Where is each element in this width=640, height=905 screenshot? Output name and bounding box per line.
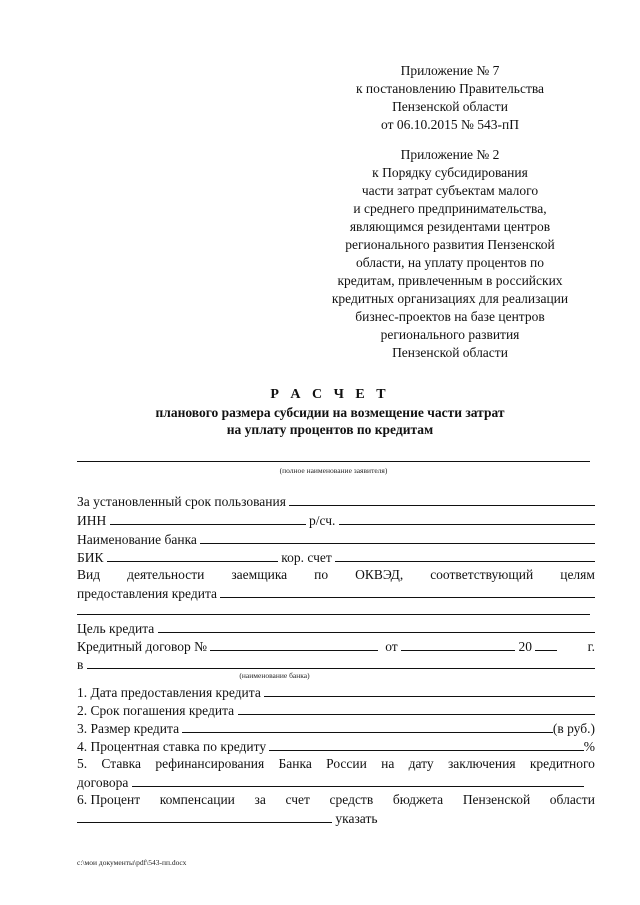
from-label: от bbox=[385, 639, 398, 654]
item-1-row bbox=[77, 683, 595, 701]
header-line: области, на уплату процентов по bbox=[355, 255, 545, 270]
item-4-row bbox=[77, 737, 595, 755]
item-6-word: за bbox=[254, 792, 266, 807]
header-line: к Порядку субсидирования bbox=[372, 165, 528, 180]
applicant-caption: (полное наименование заявителя) bbox=[279, 466, 388, 475]
contract-number-field[interactable] bbox=[210, 637, 378, 651]
item-5-field[interactable] bbox=[132, 773, 584, 787]
header-line: являющимся резидентами центров bbox=[349, 219, 551, 234]
item-2-label: 2. Срок погашения кредита bbox=[77, 703, 235, 718]
year-suffix: г. bbox=[587, 639, 595, 654]
item-5-word: Ставка bbox=[101, 756, 142, 771]
kor-label: кор. счет bbox=[281, 550, 332, 565]
okved-word: по bbox=[314, 567, 329, 582]
header-line: Приложение № 7 bbox=[400, 63, 500, 78]
title-main: Р А С Ч Е Т bbox=[270, 387, 390, 402]
appendix-2-header bbox=[300, 146, 600, 362]
header-line: бизнес-проектов на базе центров bbox=[355, 309, 545, 324]
applicant-name-field[interactable] bbox=[77, 461, 590, 462]
okved-word: соответствующий bbox=[430, 567, 534, 582]
item-6-row bbox=[77, 791, 595, 808]
rs-label: р/сч. bbox=[309, 513, 336, 528]
term-field[interactable] bbox=[289, 492, 595, 506]
item-3-field[interactable] bbox=[182, 719, 552, 733]
inn-label: ИНН bbox=[77, 513, 107, 528]
inn-field[interactable] bbox=[110, 511, 306, 525]
header-line: кредитных организациях для реализации bbox=[331, 291, 569, 306]
year-label: 20 bbox=[518, 639, 532, 654]
item-6-end: указать bbox=[335, 811, 378, 826]
okved-field[interactable] bbox=[220, 584, 595, 598]
term-row bbox=[77, 492, 595, 510]
item-5-word: кредитного bbox=[529, 756, 595, 771]
file-path-footer: c:\мои документы\pdf\543-пп.docx bbox=[77, 858, 187, 867]
in-bank-label: в bbox=[77, 657, 84, 672]
kor-field[interactable] bbox=[335, 548, 595, 562]
item-5-word: дату bbox=[408, 756, 434, 771]
item-5-word: Банка bbox=[278, 756, 312, 771]
item-6-word: области bbox=[549, 792, 595, 807]
item-5-word: на bbox=[381, 756, 395, 771]
title-subtitle-line-1: планового размера субсидии на возмещение части затрат bbox=[155, 405, 505, 420]
bik-label: БИК bbox=[77, 550, 104, 565]
item-5-cont-row bbox=[77, 773, 595, 791]
bik-row bbox=[77, 548, 595, 566]
header-line: и среднего предпринимательства, bbox=[353, 201, 547, 216]
header-line: от 06.10.2015 № 543-пП bbox=[381, 117, 519, 132]
goal-field[interactable] bbox=[158, 619, 595, 633]
item-5-cont-label: договора bbox=[77, 775, 129, 790]
item-6-word: Пензенской bbox=[462, 792, 531, 807]
header-line: к постановлению Правительства bbox=[355, 81, 545, 96]
okved-word: деятельности bbox=[127, 567, 205, 582]
item-4-label: 4. Процентная ставка по кредиту bbox=[77, 739, 267, 754]
bank-caption: (наименование банка) bbox=[239, 671, 310, 680]
in-bank-field[interactable] bbox=[87, 655, 595, 669]
goal-label: Цель кредита bbox=[77, 621, 155, 636]
item-5-word: России bbox=[326, 756, 367, 771]
header-line: Пензенской области bbox=[392, 99, 508, 114]
okved-extra-field[interactable] bbox=[77, 614, 590, 615]
bank-name-label: Наименование банка bbox=[77, 532, 197, 547]
bank-name-field[interactable] bbox=[200, 530, 595, 544]
item-5-word: заключения bbox=[447, 756, 516, 771]
title-subtitle-line-2: на уплату процентов по кредитам bbox=[226, 422, 434, 437]
item-6-cont-row bbox=[77, 809, 595, 827]
item-5-word: 5. bbox=[77, 756, 88, 771]
contract-date-field[interactable] bbox=[401, 637, 515, 651]
item-4-field[interactable] bbox=[269, 737, 583, 751]
okved-word: целям bbox=[560, 567, 595, 582]
item-1-field[interactable] bbox=[264, 683, 595, 697]
item-4-unit: % bbox=[583, 739, 595, 754]
item-6-field[interactable] bbox=[77, 809, 332, 823]
appendix-7-header bbox=[300, 62, 600, 134]
item-3-row bbox=[77, 719, 595, 737]
contract-row bbox=[77, 637, 595, 655]
term-label: За установленный срок пользования bbox=[77, 494, 286, 509]
bik-field[interactable] bbox=[107, 548, 278, 562]
item-2-field[interactable] bbox=[238, 701, 595, 715]
okved-word: ОКВЭД, bbox=[355, 567, 404, 582]
header-line: Пензенской области bbox=[392, 345, 508, 360]
item-1-label: 1. Дата предоставления кредита bbox=[77, 685, 261, 700]
item-6-word: 6. Процент bbox=[77, 792, 141, 807]
header-line: регионального развития Пензенской bbox=[345, 237, 555, 252]
goal-row bbox=[77, 619, 595, 637]
inn-row bbox=[77, 511, 595, 529]
item-5-word: рефинансирования bbox=[155, 756, 265, 771]
header-line: Приложение № 2 bbox=[400, 147, 500, 162]
year-field[interactable] bbox=[535, 637, 557, 651]
okved-cont-label: предоставления кредита bbox=[77, 586, 218, 601]
header-line: части затрат субъектам малого bbox=[361, 183, 539, 198]
item-3-unit: (в руб.) bbox=[552, 721, 595, 736]
okved-row bbox=[77, 566, 595, 583]
okved-cont-row bbox=[77, 584, 595, 602]
rs-field[interactable] bbox=[339, 511, 595, 525]
item-6-word: компенсации bbox=[159, 792, 235, 807]
bank-name-row bbox=[77, 530, 595, 548]
item-6-word: счет bbox=[285, 792, 310, 807]
okved-word: заемщика bbox=[231, 567, 288, 582]
contract-label: Кредитный договор № bbox=[77, 639, 208, 654]
item-6-word: бюджета bbox=[392, 792, 444, 807]
okved-word: Вид bbox=[77, 567, 101, 582]
item-5-row bbox=[77, 755, 595, 772]
item-2-row bbox=[77, 701, 595, 719]
item-3-label: 3. Размер кредита bbox=[77, 721, 180, 736]
header-line: кредитам, привлеченным в российских bbox=[337, 273, 563, 288]
document-title bbox=[60, 386, 600, 438]
item-6-word: средств bbox=[329, 792, 374, 807]
header-line: регионального развития bbox=[380, 327, 520, 342]
